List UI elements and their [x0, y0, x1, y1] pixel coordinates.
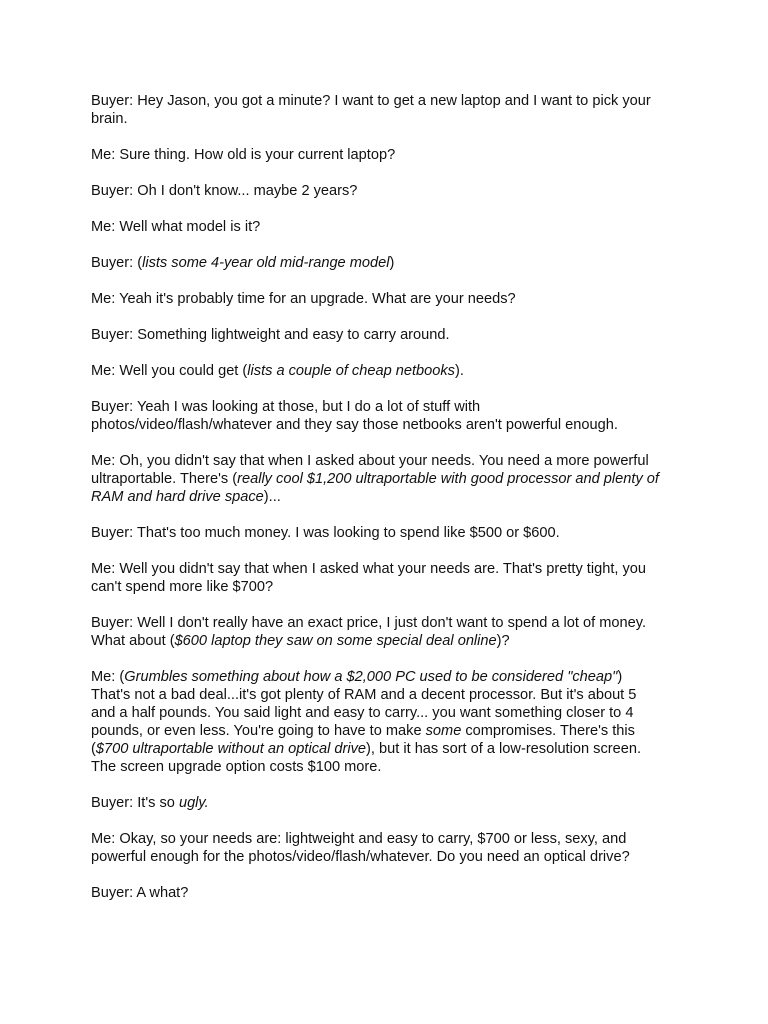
dialogue-paragraph [91, 398, 691, 434]
italic-text: some [425, 723, 462, 739]
italic-text: $600 laptop they saw on some special deal online [174, 633, 497, 649]
paragraph-line [91, 92, 691, 110]
text-run: Buyer: Yeah I was looking at those, but I do a lot of stuff with [91, 399, 481, 415]
dialogue-paragraph [91, 668, 691, 776]
text-run: Buyer: That's too much money. I was looking to spend like $500 or $600. [91, 525, 560, 541]
paragraph-line [91, 614, 691, 632]
dialogue-paragraph [91, 92, 691, 128]
paragraph-line [91, 182, 691, 200]
paragraph-line [91, 254, 691, 272]
italic-text: ugly. [178, 795, 209, 811]
text-run: Buyer: Hey Jason, you got a minute? I want to get a new laptop and I want to pick your [91, 93, 651, 109]
italic-text: $700 ultraportable without an optical drive [95, 741, 367, 757]
paragraph-line [91, 362, 691, 380]
paragraph-line [91, 488, 691, 506]
dialogue-paragraph [91, 326, 691, 344]
dialogue-paragraph [91, 452, 691, 506]
text-run: Buyer: A what? [91, 885, 189, 901]
text-run: ultraportable. There's ( [91, 471, 238, 487]
italic-text: lists some 4-year old mid-range model [142, 255, 390, 271]
text-run: Buyer: Oh I don't know... maybe 2 years? [91, 183, 358, 199]
italic-text: Grumbles something about how a $2,000 PC used to be considered "cheap" [124, 669, 618, 685]
paragraph-line [91, 416, 691, 434]
text-run: Me: Well you didn't say that when I asked what your needs are. That's pretty tight, you [91, 561, 647, 577]
text-run: ), but it has sort of a low-resolution screen. [366, 741, 642, 757]
paragraph-line [91, 830, 691, 848]
text-run: )... [263, 489, 281, 505]
document-body [91, 92, 691, 920]
dialogue-paragraph [91, 884, 691, 902]
text-run: ). [454, 363, 464, 379]
text-run: compromises. There's this [461, 723, 635, 739]
italic-text: lists a couple of cheap netbooks [247, 363, 455, 379]
paragraph-line [91, 794, 691, 812]
text-run: Me: Yeah it's probably time for an upgrade. What are your needs? [91, 291, 516, 307]
paragraph-line [91, 110, 691, 128]
paragraph-line [91, 524, 691, 542]
paragraph-line [91, 704, 691, 722]
paragraph-line [91, 146, 691, 164]
dialogue-paragraph [91, 182, 691, 200]
text-run: Buyer: ( [91, 255, 143, 271]
text-run: powerful enough for the photos/video/flash/whatever. Do you need an optical drive? [91, 849, 630, 865]
text-run: What about ( [91, 633, 175, 649]
text-run: ( [91, 741, 96, 757]
text-run: Buyer: Something lightweight and easy to carry around. [91, 327, 450, 343]
paragraph-line [91, 632, 691, 650]
paragraph-line [91, 686, 691, 704]
text-run: Me: Well what model is it? [91, 219, 261, 235]
paragraph-line [91, 218, 691, 236]
paragraph-line [91, 290, 691, 308]
dialogue-paragraph [91, 146, 691, 164]
text-run: Me: ( [91, 669, 125, 685]
dialogue-paragraph [91, 290, 691, 308]
text-run: Me: Oh, you didn't say that when I asked about your needs. You need a more powerful [91, 453, 649, 469]
paragraph-line [91, 452, 691, 470]
text-run: )? [496, 633, 510, 649]
dialogue-paragraph [91, 218, 691, 236]
paragraph-line [91, 398, 691, 416]
text-run: That's not a bad deal...it's got plenty of RAM and a decent processor. But it's about 5 [91, 687, 637, 703]
paragraph-line [91, 740, 691, 758]
dialogue-paragraph [91, 614, 691, 650]
paragraph-line [91, 884, 691, 902]
italic-text: RAM and hard drive space [91, 489, 264, 505]
paragraph-line [91, 722, 691, 740]
paragraph-line [91, 560, 691, 578]
dialogue-paragraph [91, 524, 691, 542]
text-run: and a half pounds. You said light and easy to carry... you want something closer to 4 [91, 705, 634, 721]
text-run: pounds, or even less. You're going to have to make [91, 723, 426, 739]
text-run: Buyer: Well I don't really have an exact price, I just don't want to spend a lot of money. [91, 615, 647, 631]
dialogue-paragraph [91, 254, 691, 272]
text-run: ) [389, 255, 395, 271]
text-run: Me: Sure thing. How old is your current laptop? [91, 147, 396, 163]
paragraph-line [91, 578, 691, 596]
text-run: brain. [91, 111, 128, 127]
text-run: ) [617, 669, 623, 685]
text-run: The screen upgrade option costs $100 more. [91, 759, 382, 775]
paragraph-line [91, 470, 691, 488]
text-run: can't spend more like $700? [91, 579, 274, 595]
text-run: Buyer: It's so [91, 795, 179, 811]
italic-text: really cool $1,200 ultraportable with good processor and plenty of [237, 471, 659, 487]
paragraph-line [91, 668, 691, 686]
paragraph-line [91, 848, 691, 866]
text-run: photos/video/flash/whatever and they say those netbooks aren't powerful enough. [91, 417, 618, 433]
dialogue-paragraph [91, 794, 691, 812]
dialogue-paragraph [91, 560, 691, 596]
paragraph-line [91, 758, 691, 776]
dialogue-paragraph [91, 362, 691, 380]
text-run: Me: Well you could get ( [91, 363, 248, 379]
text-run: Me: Okay, so your needs are: lightweight and easy to carry, $700 or less, sexy, and [91, 831, 627, 847]
paragraph-line [91, 326, 691, 344]
dialogue-paragraph [91, 830, 691, 866]
